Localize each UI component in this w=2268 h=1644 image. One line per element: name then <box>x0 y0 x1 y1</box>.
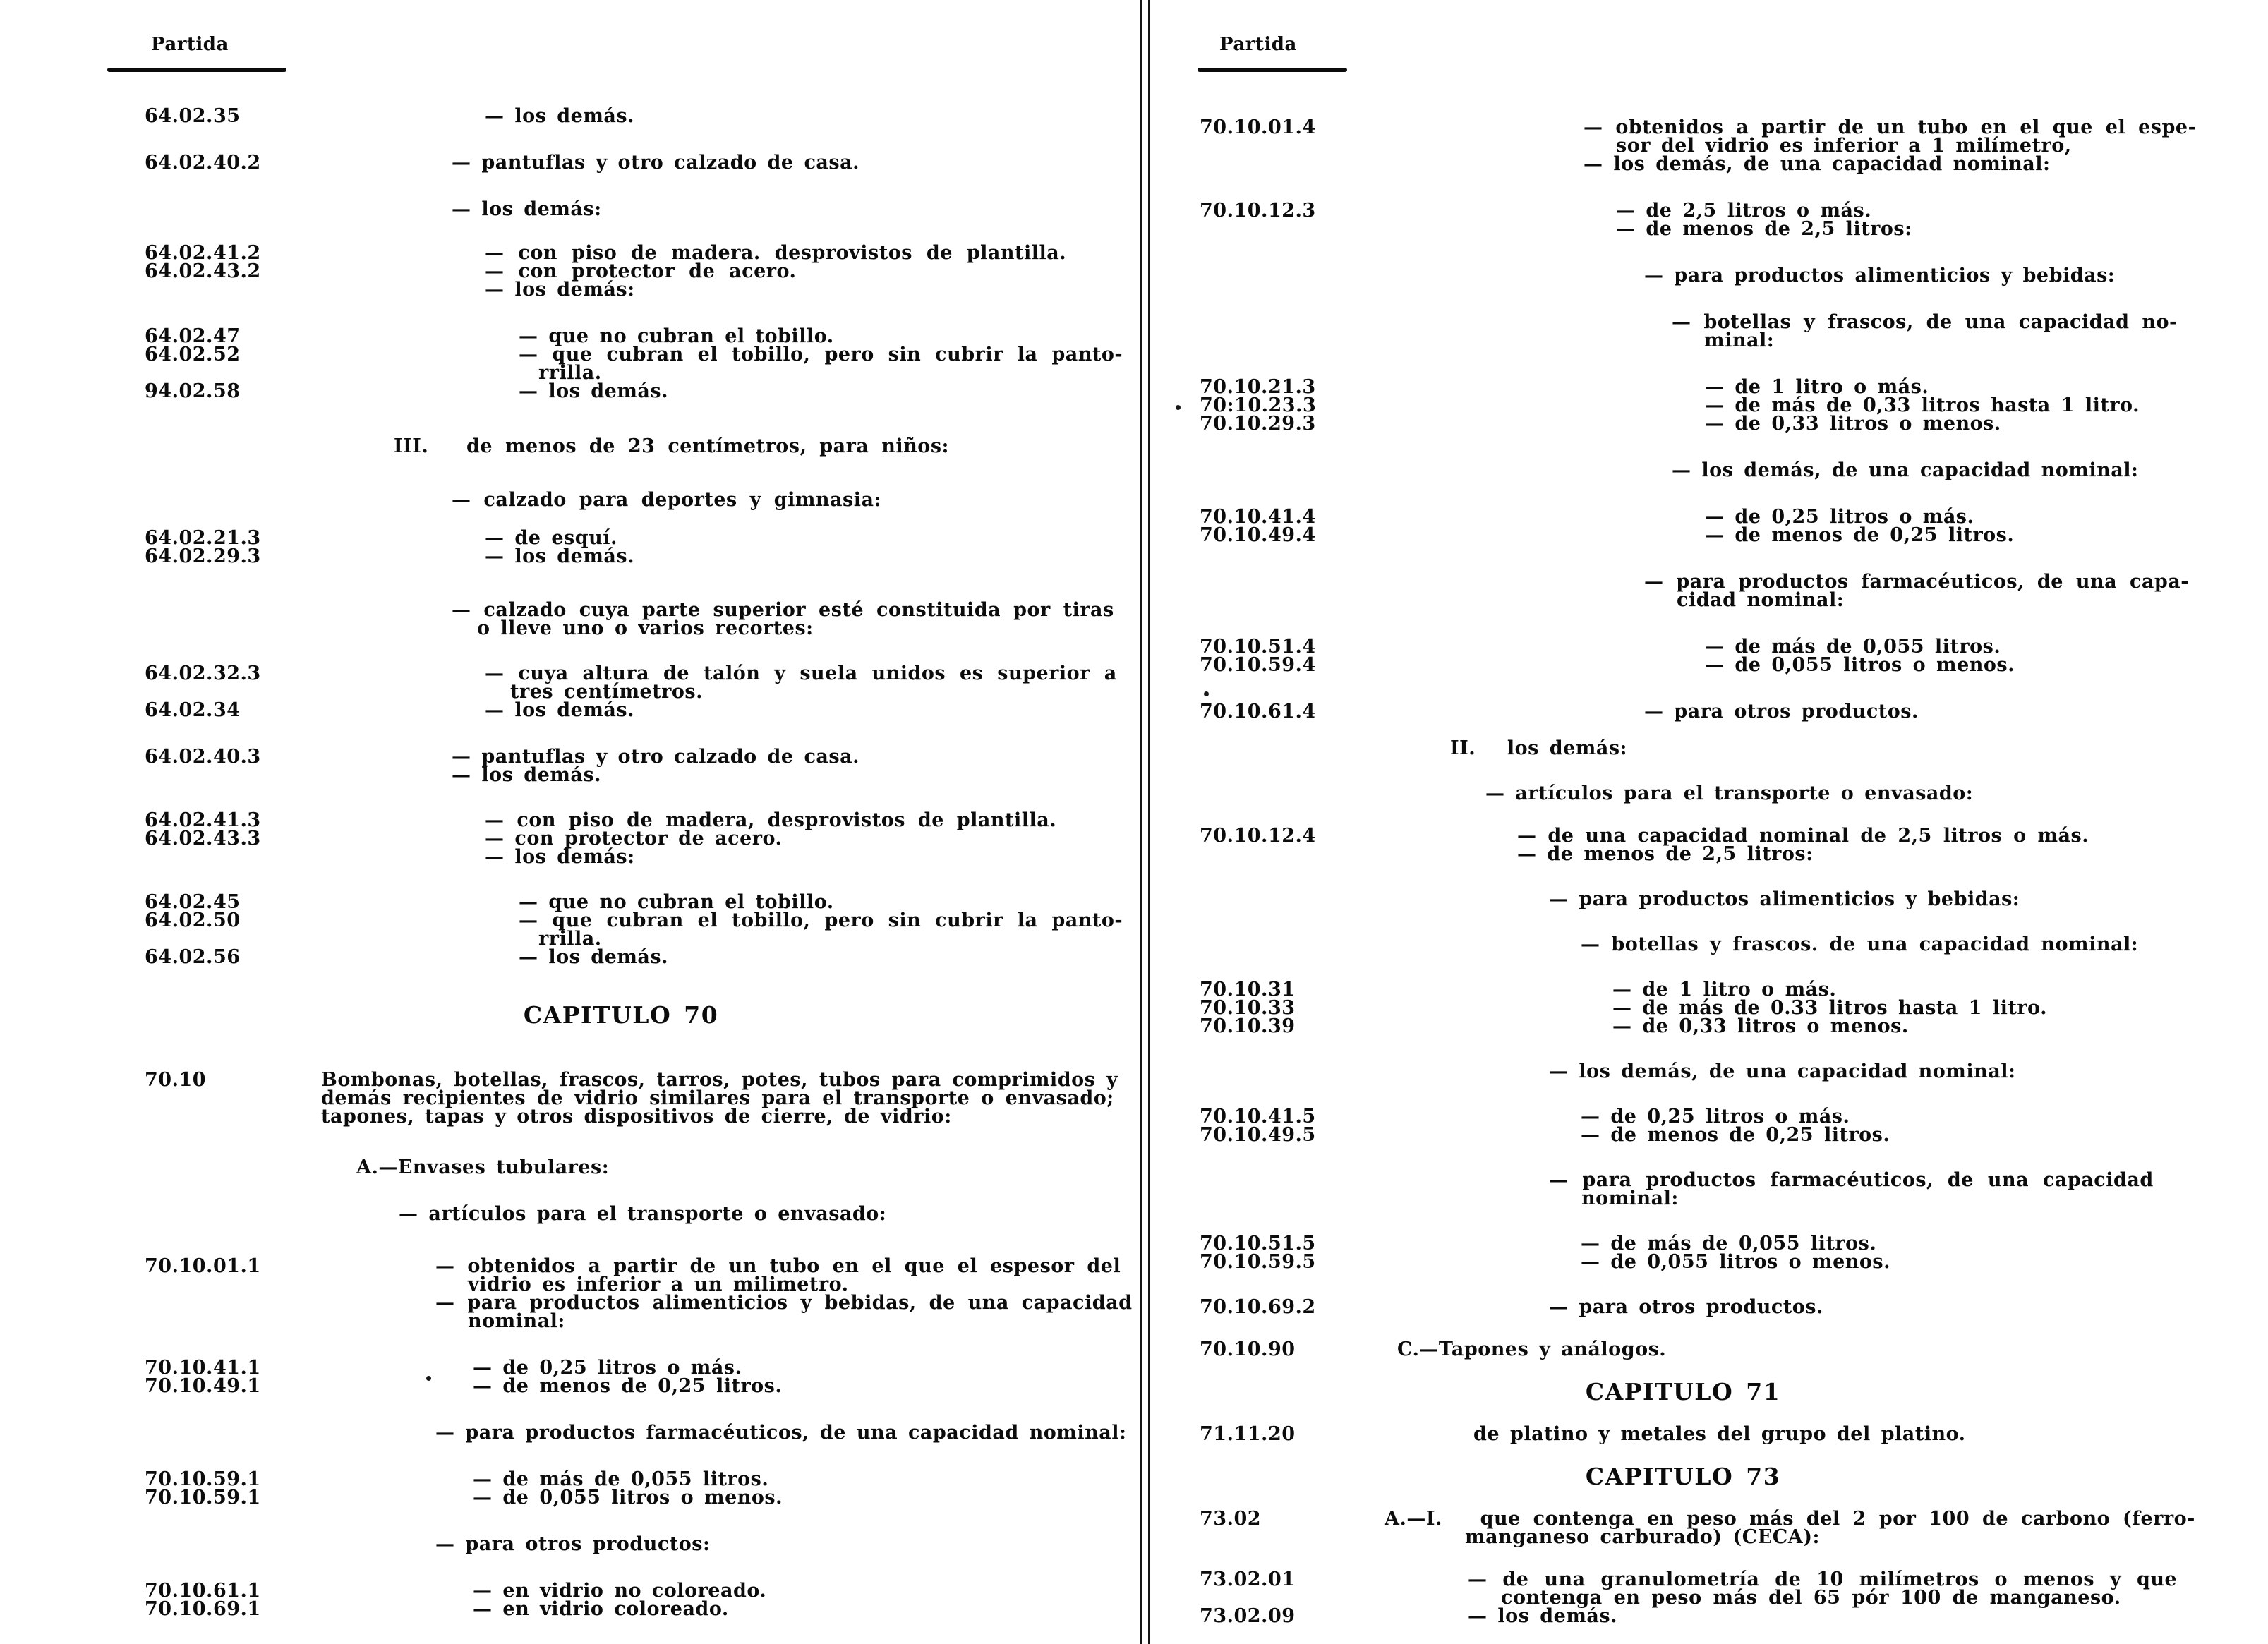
partida-code: 70.10.41.1 <box>145 1357 261 1379</box>
text-line: — de una capacidad nominal de 2,5 litros o más. <box>1517 825 2089 847</box>
partida-code: 94.02.58 <box>145 380 241 402</box>
partida-code: 64.02.32.3 <box>145 663 261 684</box>
text-line: tapones, tapas y otros dispositivos de cierre, de vidrio: <box>321 1106 952 1128</box>
partida-code: 70.10.90 <box>1200 1338 1296 1360</box>
text-line: — de menos de 2,5 litros: <box>1616 218 1912 240</box>
partida-column-header: Partida <box>1219 34 1297 55</box>
text-line: — de 0,33 litros o menos. <box>1705 413 2001 435</box>
text-line: — botellas y frascos. de una capacidad nominal: <box>1581 933 2139 955</box>
text-line: minal: <box>1704 330 1775 351</box>
partida-code: 64.02.41.3 <box>145 809 261 831</box>
chapter-title: CAPITULO 70 <box>523 1001 719 1029</box>
text-line: contenga en peso más del 65 pór 100 de manganeso. <box>1501 1587 2121 1609</box>
partida-code: 70.10.59.4 <box>1200 654 1316 676</box>
text-line: — pantuflas y otro calzado de casa. <box>452 152 859 174</box>
partida-code: 70.10.41.4 <box>1200 506 1316 528</box>
text-line: — de más de 0,055 litros. <box>473 1468 769 1490</box>
partida-code: 64.02.47 <box>145 325 241 347</box>
column-divider-line <box>1148 0 1150 1644</box>
text-line: — de 0,25 litros o más. <box>1705 506 1974 528</box>
text-line: demás recipientes de vidrio similares para el transporte o envasado; <box>321 1087 1114 1109</box>
partida-code: 64.02.40.2 <box>145 152 261 174</box>
text-line: — en vidrio coloreado. <box>473 1598 729 1620</box>
text-line: — artículos para el transporte o envasado: <box>1485 782 1974 804</box>
partida-code: 70.10.61.1 <box>145 1580 261 1602</box>
text-line: — de más de 0,055 litros. <box>1581 1233 1877 1255</box>
partida-code: 71.11.20 <box>1200 1423 1296 1445</box>
partida-code: 70.10.01.1 <box>145 1255 261 1277</box>
partida-code: 70.10.49.5 <box>1200 1124 1316 1146</box>
partida-code: 64.02.50 <box>145 909 241 931</box>
text-line: — los demás. <box>1468 1605 1617 1627</box>
chapter-title: CAPITULO 73 <box>1585 1463 1781 1490</box>
partida-code: 64.02.52 <box>145 344 241 365</box>
text-line: — obtenidos a partir de un tubo en el que el espe- <box>1584 116 2197 138</box>
text-line: — para productos alimenticios y bebidas, de una capacidad <box>435 1292 1133 1314</box>
partida-code: 64.02.43.3 <box>145 828 261 850</box>
text-line: — calzado cuya parte superior esté constituida por tiras <box>452 599 1114 621</box>
text-line: — los demás. <box>485 699 634 721</box>
text-line: — de 0,25 litros o más. <box>1581 1106 1850 1128</box>
partida-code: 70.10.59.1 <box>145 1468 261 1490</box>
ink-speck <box>1176 405 1181 410</box>
text-line: III. de menos de 23 centímetros, para niños: <box>394 435 949 457</box>
text-line: — los demás: <box>485 279 635 301</box>
text-line: de platino y metales del grupo del platino. <box>1473 1423 1966 1445</box>
text-line: — para productos alimenticios y bebidas: <box>1549 888 2020 910</box>
text-line: — que no cubran el tobillo. <box>519 325 834 347</box>
text-line: — artículos para el transporte o envasado: <box>399 1203 887 1225</box>
text-line: — de 0,25 litros o más. <box>473 1357 742 1379</box>
text-line: A.—Envases tubulares: <box>356 1156 610 1178</box>
text-line: — obtenidos a partir de un tubo en el que el espesor del <box>435 1255 1121 1277</box>
text-line: — los demás, de una capacidad nominal: <box>1549 1060 2016 1082</box>
partida-code: 64.02.41.2 <box>145 242 261 264</box>
text-line: — de esquí. <box>485 527 617 549</box>
partida-code: 70.10.01.4 <box>1200 116 1316 138</box>
text-line: C.—Tapones y análogos. <box>1397 1338 1667 1360</box>
partida-code: 70.10.39 <box>1200 1015 1296 1037</box>
text-line: — de menos de 0,25 litros. <box>473 1375 783 1397</box>
text-line: — que cubran el tobillo, pero sin cubrir la panto- <box>519 909 1123 931</box>
text-line: — de 0,33 litros o menos. <box>1612 1015 1909 1037</box>
partida-code: 70.10.31 <box>1200 979 1296 1001</box>
partida-code: 70.10.49.4 <box>1200 524 1316 546</box>
partida-code: 64.02.43.2 <box>145 260 261 282</box>
text-line: — para otros productos. <box>1549 1296 1823 1318</box>
text-line: — los demás: <box>452 198 602 220</box>
text-line: — con protector de acero. <box>485 260 797 282</box>
text-line: — que no cubran el tobillo. <box>519 891 834 913</box>
text-line: — los demás: <box>485 846 635 868</box>
text-line: — los demás. <box>519 380 668 402</box>
partida-code: 70.10.21.3 <box>1200 376 1316 398</box>
text-line: — de menos de 2,5 litros: <box>1517 843 1814 865</box>
text-line: — de menos de 0,25 litros. <box>1705 524 2015 546</box>
partida-code: 64.02.40.3 <box>145 746 261 768</box>
partida-code: 70.10.61.4 <box>1200 701 1316 723</box>
partida-code: 73.02.01 <box>1200 1569 1296 1590</box>
text-line: — de 2,5 litros o más. <box>1616 200 1872 222</box>
text-line: — cuya altura de talón y suela unidos es superior a <box>485 663 1117 684</box>
text-line: — de menos de 0,25 litros. <box>1581 1124 1890 1146</box>
text-line: — para productos farmacéuticos, de una capa- <box>1644 571 2189 593</box>
chapter-title: CAPITULO 71 <box>1585 1378 1781 1406</box>
ink-speck <box>426 1376 431 1381</box>
text-line: — con piso de madera. desprovistos de plantilla. <box>485 242 1067 264</box>
text-line: — para productos farmacéuticos, de una capacidad <box>1549 1169 2154 1191</box>
text-line: — de 0,055 litros o menos. <box>1705 654 2015 676</box>
text-line: nominal: <box>1581 1187 1679 1209</box>
text-line: sor del vidrio es inferior a 1 milímetro, <box>1616 135 2072 157</box>
text-line: — para otros productos. <box>1644 701 1919 723</box>
partida-code: 70.10.12.4 <box>1200 825 1316 847</box>
partida-code: 70.10.49.1 <box>145 1375 261 1397</box>
text-line: tres centímetros. <box>510 681 704 703</box>
text-line: — para otros productos: <box>435 1533 711 1555</box>
partida-code: 70.10.12.3 <box>1200 200 1316 222</box>
text-line: rrilla. <box>538 928 602 950</box>
text-line: — de 0,055 litros o menos. <box>1581 1251 1891 1273</box>
partida-column-header: Partida <box>151 34 229 55</box>
partida-code: 70.10.33 <box>1200 997 1296 1019</box>
text-line: — que cubran el tobillo, pero sin cubrir la panto- <box>519 344 1123 365</box>
partida-code: 64.02.29.3 <box>145 545 261 567</box>
text-line: cidad nominal: <box>1677 589 1845 611</box>
partida-code: 64.02.21.3 <box>145 527 261 549</box>
text-line: — los demás. <box>485 545 634 567</box>
partida-header-rule <box>107 68 286 72</box>
text-line: — los demás, de una capacidad nominal: <box>1672 459 2139 481</box>
ink-speck <box>1204 691 1209 696</box>
text-line: — para productos alimenticios y bebidas: <box>1644 265 2116 286</box>
text-line: manganeso carburado) (CECA): <box>1465 1526 1820 1548</box>
text-line: — de una granulometría de 10 milímetros o menos y que <box>1468 1569 2178 1590</box>
text-line: — los demás. <box>452 764 601 786</box>
column-divider-line <box>1140 0 1142 1644</box>
partida-code: 70.10.59.1 <box>145 1487 261 1509</box>
text-line: — de más de 0,055 litros. <box>1705 636 2001 658</box>
partida-code: 64.02.34 <box>145 699 241 721</box>
partida-code: 70.10.69.1 <box>145 1598 261 1620</box>
text-line: — los demás, de una capacidad nominal: <box>1584 153 2051 175</box>
text-line: — en vidrio no coloreado. <box>473 1580 767 1602</box>
text-line: — de 0,055 litros o menos. <box>473 1487 783 1509</box>
text-line: — de más de 0,33 litros hasta 1 litro. <box>1705 394 2140 416</box>
text-line: rrilla. <box>538 362 602 384</box>
text-line: — de 1 litro o más. <box>1612 979 1837 1001</box>
partida-code: 70.10.51.5 <box>1200 1233 1316 1255</box>
partida-code: 70:10.23.3 <box>1200 394 1317 416</box>
text-line: — los demás. <box>519 946 668 968</box>
text-line: nominal: <box>468 1310 565 1332</box>
partida-code: 73.02.09 <box>1200 1605 1296 1627</box>
text-line: — con piso de madera, desprovistos de plantilla. <box>485 809 1057 831</box>
text-line: — pantuflas y otro calzado de casa. <box>452 746 859 768</box>
text-line: — los demás. <box>485 105 634 127</box>
partida-code: 70.10.41.5 <box>1200 1106 1316 1128</box>
text-line: — botellas y frascos, de una capacidad no- <box>1672 311 2178 333</box>
text-line: Bombonas, botellas, frascos, tarros, potes, tubos para comprimidos y <box>321 1069 1118 1091</box>
text-line: — para productos farmacéuticos, de una capacidad nominal: <box>435 1422 1127 1444</box>
partida-code: 73.02 <box>1200 1508 1262 1530</box>
text-line: II. los demás: <box>1450 737 1628 759</box>
partida-code: 64.02.45 <box>145 891 241 913</box>
text-line: — calzado para deportes y gimnasia: <box>452 489 881 511</box>
partida-header-rule <box>1198 68 1347 72</box>
text-line: — de más de 0.33 litros hasta 1 litro. <box>1612 997 2047 1019</box>
partida-code: 64.02.35 <box>145 105 241 127</box>
text-line: A.—I. que contenga en peso más del 2 por 100 de carbono (ferro- <box>1385 1508 2195 1530</box>
text-line: o lleve uno o varios recortes: <box>477 617 814 639</box>
text-line: — con protector de acero. <box>485 828 783 850</box>
partida-code: 64.02.56 <box>145 946 241 968</box>
text-line: — de 1 litro o más. <box>1705 376 1929 398</box>
partida-code: 70.10.59.5 <box>1200 1251 1316 1273</box>
partida-code: 70.10 <box>145 1069 207 1091</box>
partida-code: 70.10.51.4 <box>1200 636 1316 658</box>
partida-code: 70.10.29.3 <box>1200 413 1316 435</box>
partida-code: 70.10.69.2 <box>1200 1296 1316 1318</box>
text-line: vidrio es inferior a un milimetro. <box>468 1274 849 1295</box>
